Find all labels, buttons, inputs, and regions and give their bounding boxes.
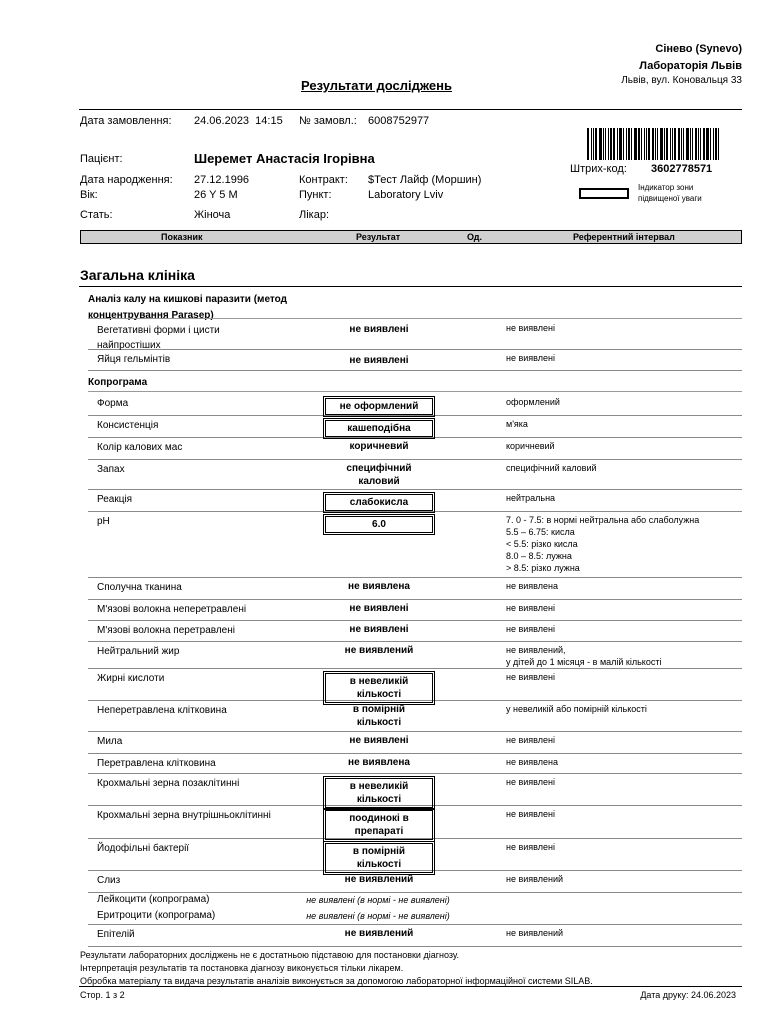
- page-title: Результати досліджень: [301, 78, 452, 93]
- row-reference: [506, 462, 746, 474]
- ref-line: не виявлена: [506, 757, 558, 767]
- row-result: [323, 580, 435, 593]
- barcode-bar: [619, 128, 622, 160]
- row-name: Неперетравлена клітковина: [97, 705, 227, 716]
- barcode-bar: [666, 128, 668, 160]
- order-date-label: Дата замовлення:: [80, 115, 172, 127]
- row-result: [323, 734, 435, 747]
- row-name: Крохмальні зерна внутрішньоклітинні: [97, 810, 271, 821]
- row-result-line1: не виявлені: [349, 735, 409, 746]
- patient-label: Пацієнт:: [80, 153, 123, 165]
- ref-line: коричневий: [506, 441, 555, 451]
- row-name: Консистенція: [97, 420, 159, 431]
- table-row: [88, 577, 742, 600]
- ref-line: > 8.5: різко лужна: [506, 563, 580, 573]
- barcode-bar: [652, 128, 654, 160]
- ref-line: не виявлені: [506, 353, 555, 363]
- row-name: Слиз: [97, 875, 121, 886]
- row-name: Колір калових мас: [97, 442, 183, 453]
- barcode-number: 3602778571: [651, 163, 713, 175]
- barcode-bar: [692, 128, 693, 160]
- table-row: [88, 459, 742, 490]
- barcode-bar: [713, 128, 714, 160]
- barcode-bar: [670, 128, 671, 160]
- header-divider: [79, 109, 742, 110]
- table-row: [88, 641, 742, 669]
- row-result: [323, 440, 435, 453]
- row-reference: [506, 873, 746, 885]
- barcode-bar: [634, 128, 637, 160]
- lab-address: Львів, вул. Коновальця 33: [621, 75, 742, 86]
- row-name: Епітелій: [97, 929, 135, 940]
- row-name: Реакція: [97, 494, 133, 505]
- row-result-line1: не виявлена: [348, 757, 410, 768]
- indicator-line2: підвищеної уваги: [638, 194, 702, 203]
- row-result-line1: не виявлені: [349, 603, 409, 614]
- age-label: Вік:: [80, 189, 98, 201]
- table-row: [88, 415, 742, 438]
- barcode-bar: [599, 128, 602, 160]
- table-row: [88, 668, 742, 701]
- ref-line: не виявлені: [506, 603, 555, 613]
- ref-line: не виявлені: [506, 842, 555, 852]
- row-name: Мила: [97, 736, 123, 747]
- group1-title-line1: Аналіз калу на кишкові паразити (метод: [88, 294, 287, 305]
- ref-line: 8.0 – 8.5: лужна: [506, 551, 572, 561]
- table-header: [80, 230, 742, 244]
- row-result-line1: не виявлений: [344, 928, 414, 939]
- row-reference: [506, 703, 746, 715]
- row-name-line2: найпростіших: [97, 340, 161, 351]
- barcode-label: Штрих-код:: [570, 163, 627, 175]
- barcode-bar: [587, 128, 589, 160]
- ref-line: не виявлені: [506, 672, 555, 682]
- barcode-bar: [610, 128, 612, 160]
- ref-line: не виявлені: [506, 809, 555, 819]
- barcode-bar: [686, 128, 689, 160]
- group1-title-line2: концентрування Parasep): [88, 310, 214, 321]
- row-result-line2: препараті: [354, 826, 404, 837]
- row-result-line1: в невеликій: [349, 781, 409, 792]
- barcode-bar: [641, 128, 642, 160]
- row-reference: [506, 671, 746, 683]
- row-result-line1: не виявлена: [348, 581, 410, 592]
- row-reference: [506, 418, 746, 430]
- sex-value: Жіноча: [194, 209, 231, 221]
- table-row: [88, 350, 742, 371]
- ref-line: не виявлений,: [506, 645, 566, 655]
- row-result-line1: не виявлений: [344, 645, 414, 656]
- row-name: Крохмальні зерна позаклітинні: [97, 778, 240, 789]
- ref-line: 7. 0 - 7.5: в нормі нейтральна або слаболужна: [506, 515, 700, 525]
- row-name: [97, 352, 317, 367]
- contract-value: $Тест Лайф (Моршин): [368, 174, 482, 186]
- ref-line: не виявлені: [506, 735, 555, 745]
- barcode-bar: [698, 128, 699, 160]
- row-result: [288, 894, 468, 907]
- row-result-line2: кількості: [356, 794, 402, 805]
- sex-label: Стать:: [80, 209, 113, 221]
- age-value: 26 Y 5 M: [194, 189, 238, 201]
- table-row: [88, 838, 742, 871]
- col-reference: Референтний інтервал: [573, 232, 675, 242]
- barcode-bar: [718, 128, 719, 160]
- barcode-bar: [674, 128, 676, 160]
- row-result: [323, 514, 435, 535]
- barcode-bar: [617, 128, 618, 160]
- table-row: [88, 805, 742, 839]
- indicator-label: [638, 182, 702, 204]
- barcode-bar: [603, 128, 604, 160]
- barcode-bar: [700, 128, 701, 160]
- barcode-bar: [626, 128, 627, 160]
- footer-note3: Обробка матеріалу та видача результатів аналізів виконується за допомогою лабораторної інформаційної системи SILAB.: [80, 976, 593, 986]
- row-result-line2: кількості: [356, 689, 402, 700]
- lab-branch: Лабораторія Львів: [639, 60, 742, 72]
- table-row: [88, 489, 742, 512]
- row-result: [323, 808, 435, 842]
- row-result-line1: коричневий: [349, 441, 409, 452]
- row-reference: [506, 927, 746, 939]
- table-row: [88, 773, 742, 806]
- row-name-line1: Яйця гельмінтів: [97, 354, 171, 365]
- table-row: [88, 700, 742, 732]
- barcode-bar: [657, 128, 658, 160]
- row-name: [97, 323, 317, 353]
- row-reference: [506, 602, 746, 614]
- row-result-line1: специфічний: [346, 463, 412, 474]
- row-reference: [506, 322, 746, 334]
- row-name: Жирні кислоти: [97, 673, 165, 684]
- row-name: Запах: [97, 464, 125, 475]
- barcode-bar: [690, 128, 691, 160]
- row-reference: [506, 580, 746, 592]
- indicator-box: [579, 188, 629, 199]
- row-result: [323, 644, 435, 657]
- row-reference: [506, 514, 746, 574]
- row-result: не виявлені: [349, 324, 409, 335]
- ref-line: оформлений: [506, 397, 560, 407]
- footer-divider: [79, 986, 742, 987]
- order-number-value: 6008752977: [368, 115, 430, 127]
- barcode-bar: [664, 128, 665, 160]
- col-result: Результат: [356, 232, 401, 242]
- barcode-graphic: [587, 128, 723, 160]
- row-reference: [506, 623, 746, 635]
- row-result-line1: не виявлені (в нормі - не виявлені): [306, 895, 450, 905]
- barcode-bar: [678, 128, 680, 160]
- table-row: [88, 908, 742, 925]
- print-date: Дата друку: 24.06.2023: [640, 990, 736, 1000]
- page-number: Стор. 1 з 2: [80, 990, 125, 1000]
- barcode-bar: [595, 128, 597, 160]
- ref-line: специфічний каловий: [506, 463, 597, 473]
- ref-line: не виявлені: [506, 323, 555, 333]
- row-result-line1: в помірній: [352, 704, 406, 715]
- row-name: М'язові волокна неперетравлені: [97, 604, 247, 615]
- row-name: Лейкоцити (копрограма): [97, 894, 210, 905]
- row-reference: [506, 734, 746, 746]
- dob-value: 27.12.1996: [194, 174, 250, 186]
- ref-line: нейтральна: [506, 493, 556, 503]
- table-row: [88, 731, 742, 754]
- row-name: Йодофільні бактерії: [97, 843, 190, 854]
- barcode-bar: [648, 128, 650, 160]
- section-title: Загальна клініка: [80, 267, 195, 283]
- ref-line: не виявлений: [506, 874, 564, 884]
- lab-name: Сінево (Synevo): [655, 43, 742, 55]
- row-name: Перетравлена клітковина: [97, 758, 216, 769]
- row-result-line1: в невеликій: [349, 676, 409, 687]
- indicator-line1: Індикатор зони: [638, 183, 694, 192]
- barcode-bar: [613, 128, 615, 160]
- row-name: Сполучна тканина: [97, 582, 182, 593]
- row-result-line1: в помірній: [352, 846, 406, 857]
- row-result: [323, 873, 435, 886]
- row-name: Еритроцити (копрограма): [97, 910, 216, 921]
- row-result-line1: не оформлений: [339, 401, 419, 412]
- barcode-bar: [608, 128, 609, 160]
- point-value: Laboratory Lviv: [368, 189, 444, 201]
- table-row: [88, 924, 742, 947]
- row-result: [323, 756, 435, 769]
- row-result-line1: слабокисла: [349, 497, 409, 508]
- row-reference: [506, 396, 746, 408]
- table-row: [88, 393, 742, 416]
- col-indicator: Показник: [161, 232, 203, 242]
- footer-note2: Інтерпретація результатів та постановка діагнозу виконується тільки лікарем.: [80, 963, 404, 973]
- col-unit: Од.: [467, 232, 482, 242]
- row-reference: [506, 841, 746, 853]
- row-result: [323, 602, 435, 615]
- ref-line: не виявлений: [506, 928, 564, 938]
- ref-line: у дітей до 1 місяця - в малій кількості: [506, 657, 662, 667]
- row-result: [323, 703, 435, 729]
- row-result-line1: 6.0: [372, 519, 386, 530]
- row-reference: [506, 352, 746, 364]
- ref-line: не виявлена: [506, 581, 558, 591]
- row-result: [323, 462, 435, 488]
- section-divider: [79, 286, 742, 287]
- row-reference: [506, 756, 746, 768]
- row-result: [323, 927, 435, 940]
- barcode-bar: [655, 128, 656, 160]
- row-result-line2: кількості: [356, 859, 402, 870]
- ref-line: не виявлені: [506, 777, 555, 787]
- ref-line: м'яка: [506, 419, 528, 429]
- barcode-bar: [605, 128, 606, 160]
- row-reference: [506, 808, 746, 820]
- barcode-bar: [631, 128, 632, 160]
- row-result-line1: не виявлений: [344, 874, 414, 885]
- row-reference: [506, 492, 746, 504]
- barcode-bar: [672, 128, 673, 160]
- row-result-line1: поодинокі в: [349, 813, 409, 824]
- barcode-bar: [683, 128, 684, 160]
- group2-divider: [88, 391, 742, 392]
- row-result: [323, 492, 435, 513]
- order-number-label: № замовл.:: [299, 115, 357, 127]
- barcode-bar: [715, 128, 717, 160]
- row-name-line1: Вегетативні форми і цисти: [97, 325, 220, 336]
- point-label: Пункт:: [299, 189, 332, 201]
- barcode-bar: [593, 128, 594, 160]
- barcode-bar: [695, 128, 697, 160]
- ref-line: у невеликій або помірній кількості: [506, 704, 647, 714]
- table-row: [88, 511, 742, 578]
- table-row: [88, 599, 742, 621]
- table-row: [88, 620, 742, 642]
- row-reference: [506, 644, 746, 668]
- contract-label: Контракт:: [299, 174, 348, 186]
- row-result: [323, 418, 435, 439]
- row-result: не виявлені: [349, 355, 409, 366]
- ref-line: < 5.5: різко кисла: [506, 539, 578, 549]
- row-result-line2: кількості: [356, 717, 402, 728]
- barcode-bar: [638, 128, 640, 160]
- barcode-bar: [660, 128, 663, 160]
- barcode-bar: [710, 128, 711, 160]
- row-result-line1: не виявлені (в нормі - не виявлені): [306, 911, 450, 921]
- row-result: [323, 623, 435, 636]
- table-row: [88, 892, 742, 908]
- footer-note1: Результати лабораторних досліджень не є достатньою підставою для постановки діагнозу.: [80, 950, 459, 960]
- row-result-line1: кашеподібна: [347, 423, 411, 434]
- ref-line: 5.5 – 6.75: кисла: [506, 527, 575, 537]
- barcode-bar: [623, 128, 624, 160]
- row-result-line1: не виявлені: [349, 624, 409, 635]
- row-name: pH: [97, 516, 110, 527]
- barcode-bar: [646, 128, 647, 160]
- group2-title: Копрограма: [88, 377, 148, 388]
- row-result: [323, 396, 435, 417]
- dob-label: Дата народження:: [80, 174, 173, 186]
- ref-line: не виявлені: [506, 624, 555, 634]
- barcode-bar: [591, 128, 592, 160]
- table-row: [88, 753, 742, 774]
- row-reference: [506, 776, 746, 788]
- order-date-value: 24.06.2023 14:15: [194, 115, 283, 127]
- table-row: [88, 319, 742, 350]
- row-name: Форма: [97, 398, 129, 409]
- doctor-label: Лікар:: [299, 209, 330, 221]
- row-reference: [506, 440, 746, 452]
- table-row: [88, 437, 742, 460]
- table-row: [88, 870, 742, 893]
- barcode-bar: [644, 128, 645, 160]
- row-result: [288, 910, 468, 923]
- row-name: Нейтральний жир: [97, 646, 180, 657]
- row-result-line2: каловий: [358, 476, 400, 487]
- barcode-bar: [628, 128, 630, 160]
- barcode-bar: [681, 128, 682, 160]
- barcode-bar: [706, 128, 709, 160]
- barcode-bar: [703, 128, 705, 160]
- row-name: М'язові волокна перетравлені: [97, 625, 235, 636]
- patient-name: Шеремет Анастасія Ігорівна: [194, 151, 375, 166]
